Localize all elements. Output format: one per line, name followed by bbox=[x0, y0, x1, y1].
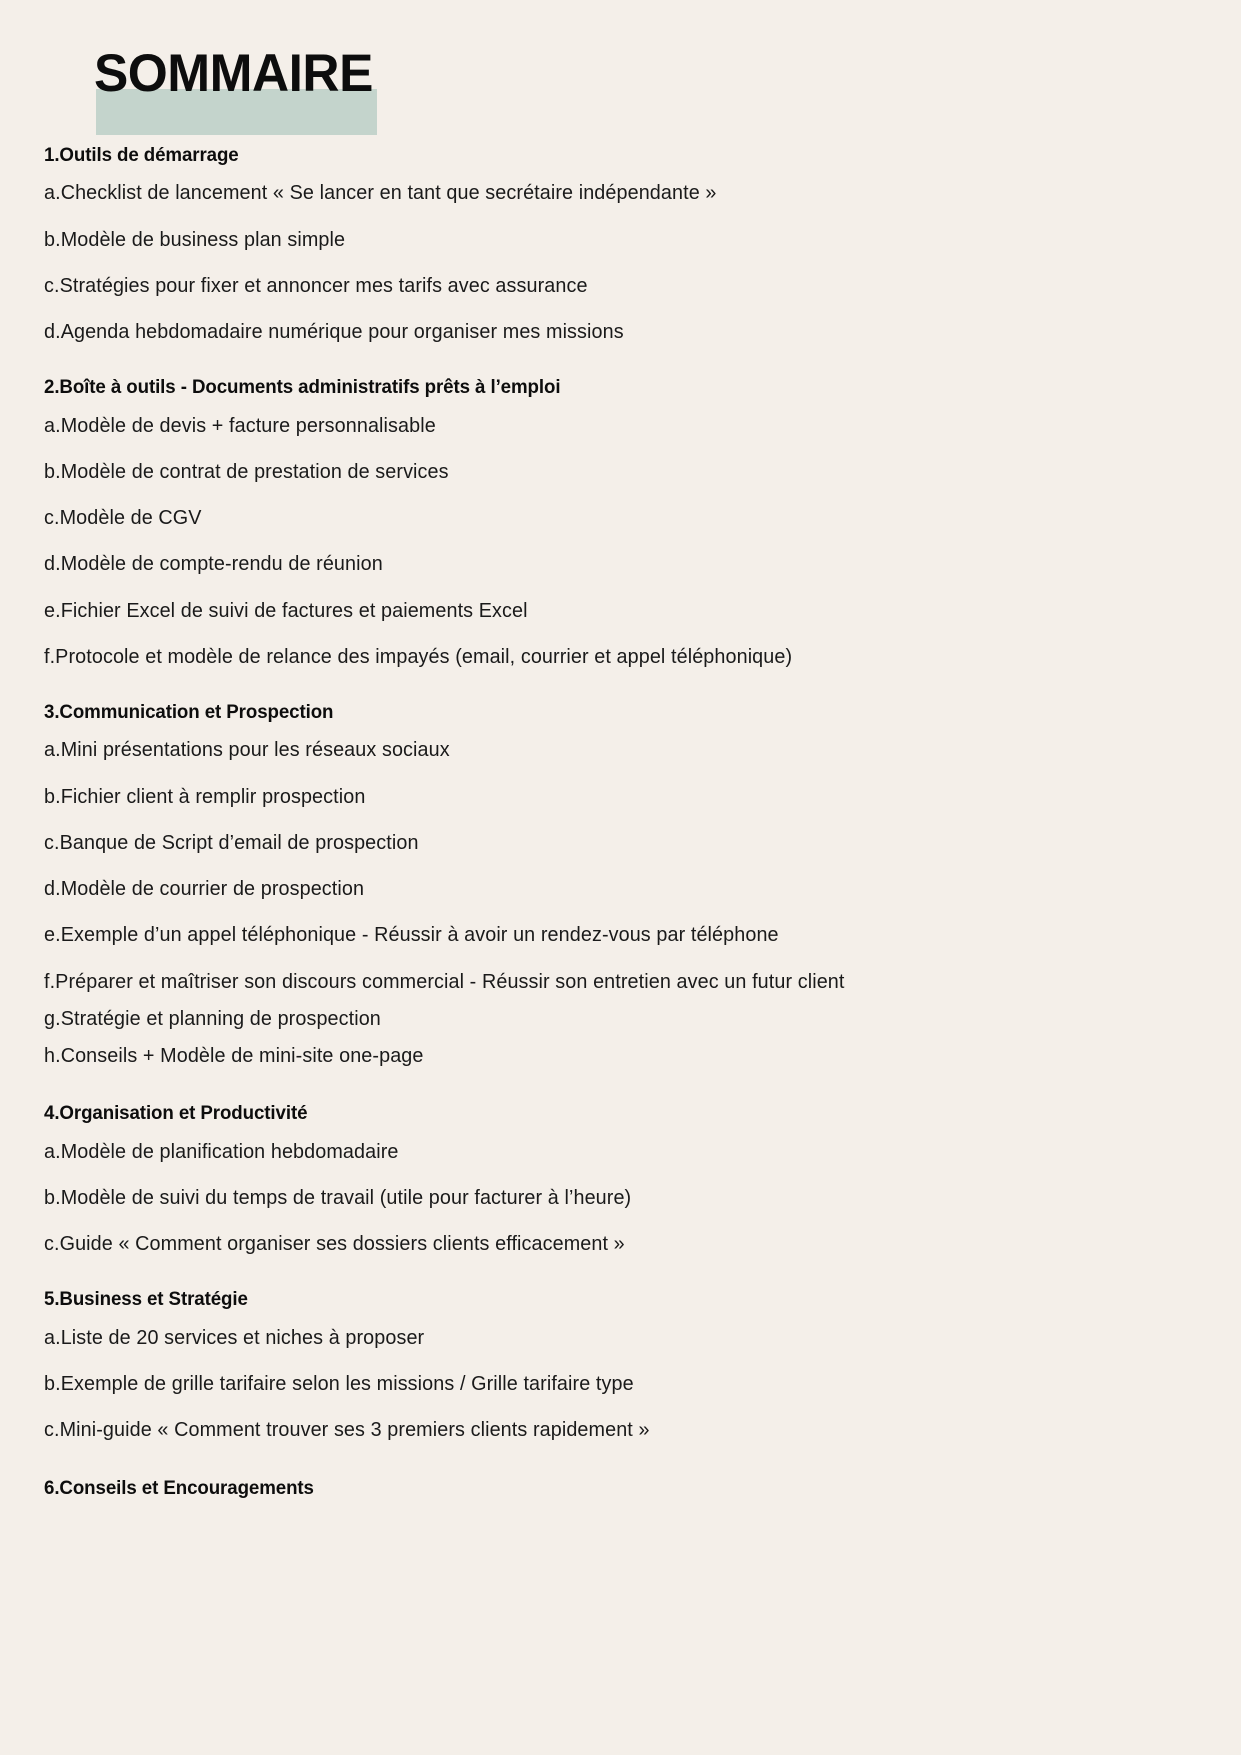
list-item[interactable]: c.Mini-guide « Comment trouver ses 3 premiers clients rapidement » bbox=[44, 1418, 650, 1442]
list-item[interactable]: b.Modèle de suivi du temps de travail (utile pour facturer à l’heure) bbox=[44, 1185, 632, 1209]
list-item[interactable]: f.Préparer et maîtriser son discours commercial - Réussir son entretien avec un futur client bbox=[44, 969, 845, 993]
list-item[interactable]: e.Exemple d’un appel téléphonique - Réussir à avoir un rendez-vous par téléphone bbox=[44, 923, 779, 947]
section-heading-4: 4.Organisation et Productivité bbox=[44, 1102, 308, 1125]
list-item[interactable]: c.Guide « Comment organiser ses dossiers clients efficacement » bbox=[44, 1232, 625, 1256]
list-item[interactable]: a.Liste de 20 services et niches à proposer bbox=[44, 1325, 425, 1349]
section-heading-3: 3.Communication et Prospection bbox=[44, 701, 334, 724]
toc-section-6 bbox=[44, 1476, 1194, 1500]
section-heading-5: 5.Business et Stratégie bbox=[44, 1288, 248, 1311]
title-block bbox=[44, 0, 1197, 162]
list-item[interactable]: b.Fichier client à remplir prospection bbox=[44, 784, 366, 808]
list-item[interactable]: a.Checklist de lancement « Se lancer en tant que secrétaire indépendante » bbox=[44, 181, 717, 205]
toc-section-5 bbox=[44, 1287, 1194, 1443]
list-item[interactable]: c.Modèle de CGV bbox=[44, 506, 202, 530]
list-item[interactable]: b.Exemple de grille tarifaire selon les missions / Grille tarifaire type bbox=[44, 1372, 634, 1396]
section-heading-2: 2.Boîte à outils - Documents administratifs prêts à l’emploi bbox=[44, 376, 561, 399]
list-item[interactable]: b.Modèle de contrat de prestation de services bbox=[44, 459, 449, 483]
list-item[interactable]: c.Banque de Script d’email de prospection bbox=[44, 830, 419, 854]
list-item[interactable]: g.Stratégie et planning de prospection bbox=[44, 1006, 381, 1030]
toc-section-3 bbox=[44, 700, 1194, 1069]
section-heading-1: 1.Outils de démarrage bbox=[44, 144, 239, 166]
list-item[interactable]: e.Fichier Excel de suivi de factures et paiements Excel bbox=[44, 598, 528, 622]
list-item[interactable]: h.Conseils + Modèle de mini-site one-page bbox=[44, 1044, 424, 1068]
toc-section-1 bbox=[44, 143, 1194, 345]
list-item[interactable]: d.Modèle de compte-rendu de réunion bbox=[44, 552, 383, 576]
list-item[interactable]: a.Mini présentations pour les réseaux sociaux bbox=[44, 738, 450, 762]
page-title: SOMMAIRE bbox=[94, 44, 373, 103]
section-heading-6: 6.Conseils et Encouragements bbox=[44, 1476, 314, 1499]
list-item[interactable]: c.Stratégies pour fixer et annoncer mes tarifs avec assurance bbox=[44, 273, 588, 297]
list-item[interactable]: b.Modèle de business plan simple bbox=[44, 227, 346, 251]
table-of-contents bbox=[44, 143, 1194, 1513]
list-item[interactable]: f.Protocole et modèle de relance des impayés (email, courrier et appel téléphonique) bbox=[44, 644, 793, 668]
toc-section-4 bbox=[44, 1101, 1194, 1257]
toc-section-2 bbox=[44, 375, 1194, 670]
list-item[interactable]: d.Agenda hebdomadaire numérique pour organiser mes missions bbox=[44, 320, 624, 344]
list-item[interactable]: a.Modèle de devis + facture personnalisable bbox=[44, 413, 436, 437]
list-item[interactable]: d.Modèle de courrier de prospection bbox=[44, 877, 365, 901]
list-item[interactable]: a.Modèle de planification hebdomadaire bbox=[44, 1139, 399, 1163]
